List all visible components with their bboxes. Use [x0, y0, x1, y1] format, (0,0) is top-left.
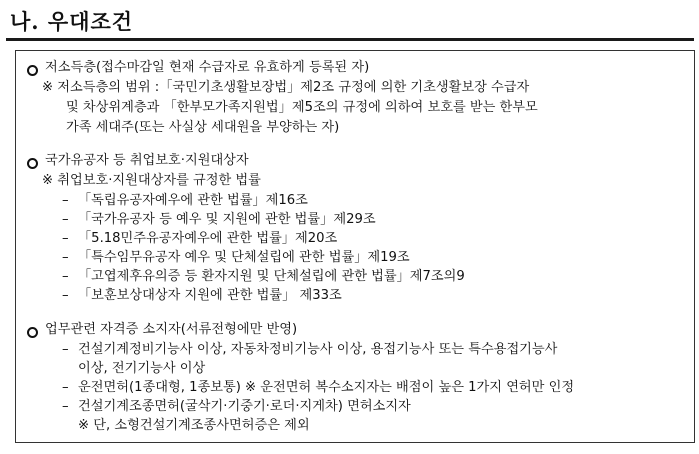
- certificate-item-continued: 이상, 전기기능사 이상: [78, 361, 206, 376]
- dash-icon: –: [62, 342, 69, 357]
- dash-icon: –: [62, 231, 69, 246]
- law-item: 「국가유공자 등 예우 및 지원에 관한 법률」제29조: [78, 212, 376, 227]
- dash-icon: –: [62, 193, 69, 208]
- hollow-bullet-icon: [27, 65, 38, 76]
- section-title-text: 나. 우대조건: [10, 9, 134, 34]
- law-item: 「5.18민주유공자예우에 관한 법률」제20조: [78, 231, 338, 246]
- note-line: ※ 단, 소형건설기계조종사면허증은 제외: [78, 418, 310, 433]
- note-line: 및 차상위계층과 「한부모가족지원법」제5조의 규정에 의하여 보호를 받는 한부모: [66, 100, 538, 115]
- law-item: 「고엽제후유의증 등 환자지원 및 단체설립에 관한 법률」제7조의9: [78, 269, 465, 284]
- title-divider: [6, 38, 694, 41]
- law-item: 「특수임무유공자 예우 및 단체설립에 관한 법률」제19조: [78, 250, 410, 265]
- certificate-item: 건설기계조종면허(굴삭기·기중기·로더·지게차) 면허소지자: [78, 399, 411, 414]
- hollow-bullet-icon: [27, 327, 38, 338]
- dash-icon: –: [62, 380, 69, 395]
- section-heading-low-income: 저소득층(접수마감일 현재 수급자로 유효하게 등록된 자): [45, 60, 370, 75]
- note-line: ※ 취업보호·지원대상자를 규정한 법률: [42, 173, 261, 188]
- hollow-bullet-icon: [27, 158, 38, 169]
- law-item: 「독립유공자예우에 관한 법률」제16조: [78, 193, 308, 208]
- section-heading-certificates: 업무관련 자격증 소지자(서류전형에만 반영): [45, 322, 298, 337]
- dash-icon: –: [62, 212, 69, 227]
- dash-icon: –: [62, 250, 69, 265]
- section-heading-veterans: 국가유공자 등 취업보호·지원대상자: [45, 153, 249, 168]
- note-line: 가족 세대주(또는 사실상 세대원을 부양하는 자): [66, 120, 340, 135]
- dash-icon: –: [62, 269, 69, 284]
- certificate-item: 운전면허(1종대형, 1종보통) ※ 운전면허 복수소지자는 배점이 높은 1가지 연허만 인정: [78, 380, 575, 395]
- certificate-item: 건설기계정비기능사 이상, 자동차정비기능사 이상, 용접기능사 또는 특수용접기능사: [78, 342, 558, 357]
- law-item: 「보훈보상대상자 지원에 관한 법률」 제33조: [78, 288, 342, 303]
- section-title: [10, 4, 133, 38]
- dash-icon: –: [62, 399, 69, 414]
- note-line: ※ 저소득층의 범위 :「국민기초생활보장법」제2조 규정에 의한 기초생활보장 수급자: [42, 80, 530, 95]
- dash-icon: –: [62, 288, 69, 303]
- conditions-box: [15, 50, 695, 443]
